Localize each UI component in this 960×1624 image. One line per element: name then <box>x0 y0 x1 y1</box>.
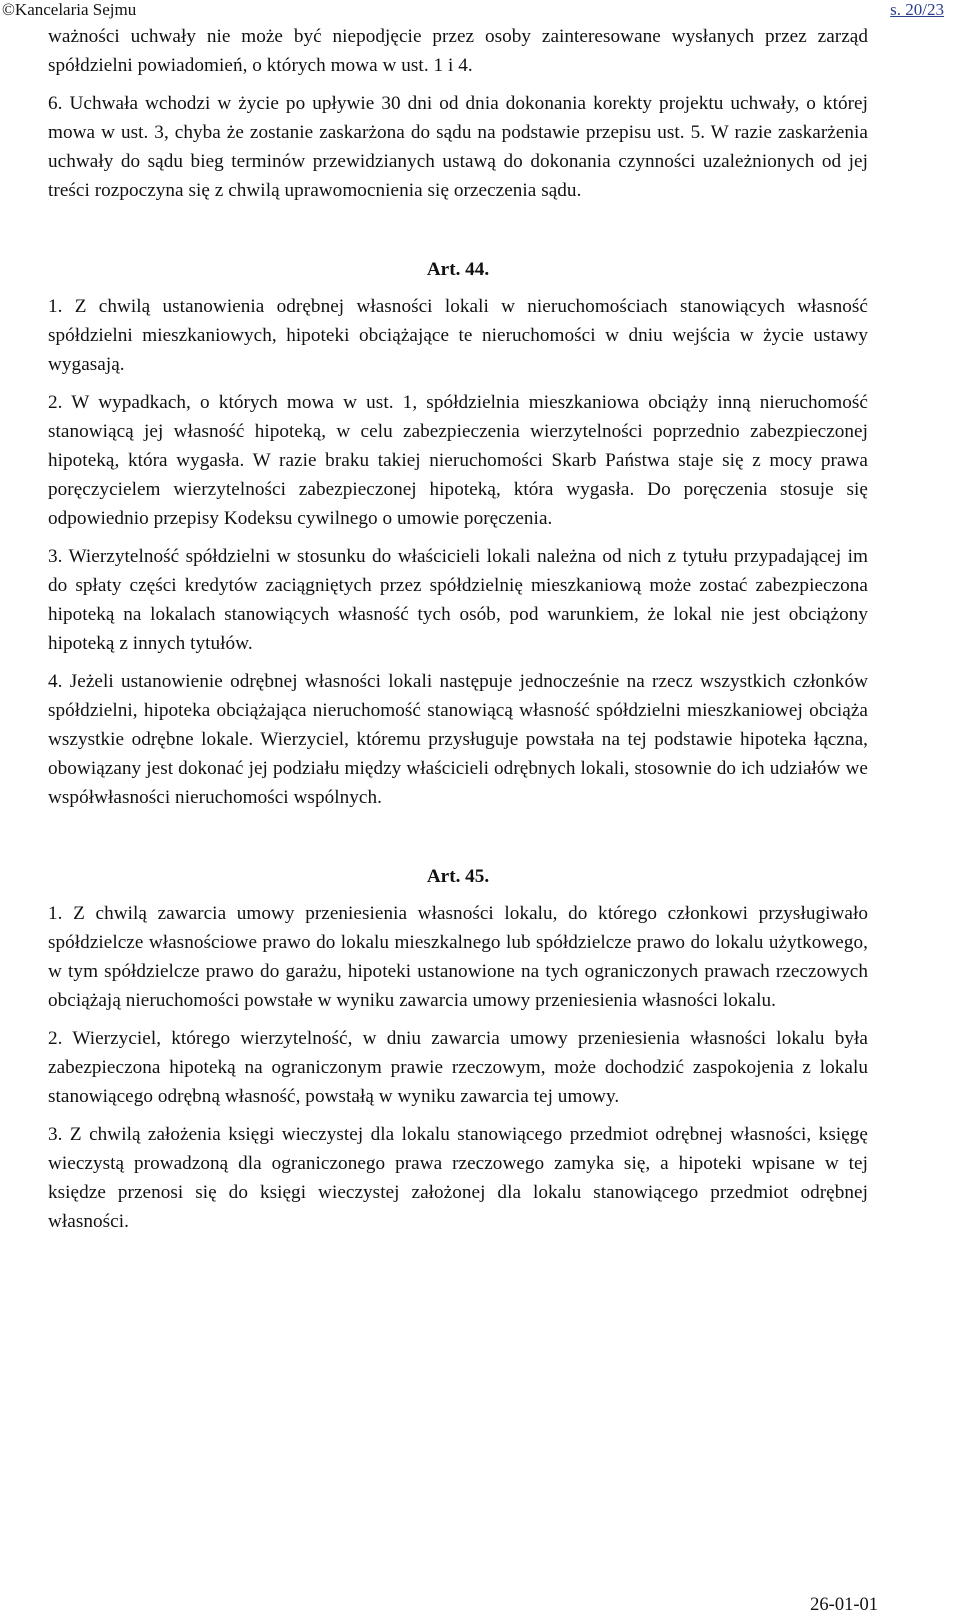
paragraph: 1. Z chwilą ustanowienia odrębnej własności lokali w nieruchomościach stanowiących własność spółdzielni mieszkaniowych, hipoteki obciążające te nieruchomości w dniu wejścia w życie ustawy wygasają. <box>48 296 868 375</box>
paragraph: ważności uchwały nie może być niepodjęcie przez osoby zainteresowane wysłanych przez zarząd spółdzielni powiadomień, o których mowa w ust. 1 i 4. <box>48 26 868 76</box>
document-body <box>48 22 868 1236</box>
paragraph: 3. Wierzytelność spółdzielni w stosunku do właścicieli lokali należna od nich z tytułu przypadającej im do spłaty części kredytów zaciągniętych przez spółdzielnię mieszkaniową może zostać zabezpieczona hipoteką na lokalach stanowiących własność tych osób, pod warunkiem, że lokal nie jest obciążony hipoteką z innych tytułów. <box>48 546 868 654</box>
paragraph: 2. Wierzyciel, którego wierzytelność, w dniu zawarcia umowy przeniesienia własności lokalu była zabezpieczona hipoteką na ograniczonym prawie rzeczowym, może dochodzić zaspokojenia z lokalu stanowiącego odrębną własność, powstałą w wyniku zawarcia tej umowy. <box>48 1028 868 1107</box>
header-copyright: ©Kancelaria Sejmu <box>2 0 137 19</box>
paragraph: 4. Jeżeli ustanowienie odrębnej własności lokali następuje jednocześnie na rzecz wszystkich członków spółdzielni, hipoteka obciążająca nieruchomość stanowiącą własność spółdzielni mieszkaniowej obciąża wszystkie odrębne lokale. Wierzyciel, któremu przysługuje powstała na tej podstawie hipoteka łączna, obowiązany jest dokonać jej podziału między właścicieli odrębnych lokali, stosownie do ich udziałów we współwłasności nieruchomości wspólnych. <box>48 671 868 808</box>
article-heading: Art. 45. <box>426 866 490 887</box>
footer-date: 26-01-01 <box>810 1595 878 1615</box>
article-heading: Art. 44. <box>426 259 490 280</box>
paragraph: 6. Uchwała wchodzi w życie po upływie 30 dni od dnia dokonania korekty projektu uchwały, o której mowa w ust. 3, chyba że zostanie zaskarżona do sądu na podstawie przepisu ust. 5. W razie zaskarżenia uchwały do sądu bieg terminów przewidzianych ustawą do dokonania czynności uzależnionych od jej treści rozpoczyna się z chwilą uprawomocnienia się orzeczenia sądu. <box>48 93 868 201</box>
page-number-link[interactable]: s. 20/23 <box>890 0 944 19</box>
paragraph: 3. Z chwilą założenia księgi wieczystej dla lokalu stanowiącego przedmiot odrębnej własności, księgę wieczystą prowadzoną dla ograniczonego prawa rzeczowego zamyka się, a hipoteki wpisane w tej księdze przenosi się do księgi wieczystej założonej dla lokalu stanowiącego przedmiot odrębnej własności. <box>48 1124 868 1232</box>
paragraph: 1. Z chwilą zawarcia umowy przeniesienia własności lokalu, do którego członkowi przysługiwało spółdzielcze własnościowe prawo do lokalu mieszkalnego lub spółdzielcze prawo do lokalu użytkowego, w tym spółdzielcze prawo do garażu, hipoteki ustanowione na tych ograniczonych prawach rzeczowych obciążają nieruchomości powstałe w wyniku zawarcia umowy przeniesienia własności lokalu. <box>48 903 868 1011</box>
paragraph: 2. W wypadkach, o których mowa w ust. 1, spółdzielnia mieszkaniowa obciąży inną nieruchomość stanowiącą jej własność hipoteką, w celu zabezpieczenia wierzytelności poprzednio zabezpieczonej hipoteką, która wygasła. W razie braku takiej nieruchomości Skarb Państwa staje się z mocy prawa poręczycielem wierzytelności zabezpieczonej hipoteką, która wygasła. Do poręczenia stosuje się odpowiednio przepisy Kodeksu cywilnego o umowie poręczenia. <box>48 392 868 529</box>
